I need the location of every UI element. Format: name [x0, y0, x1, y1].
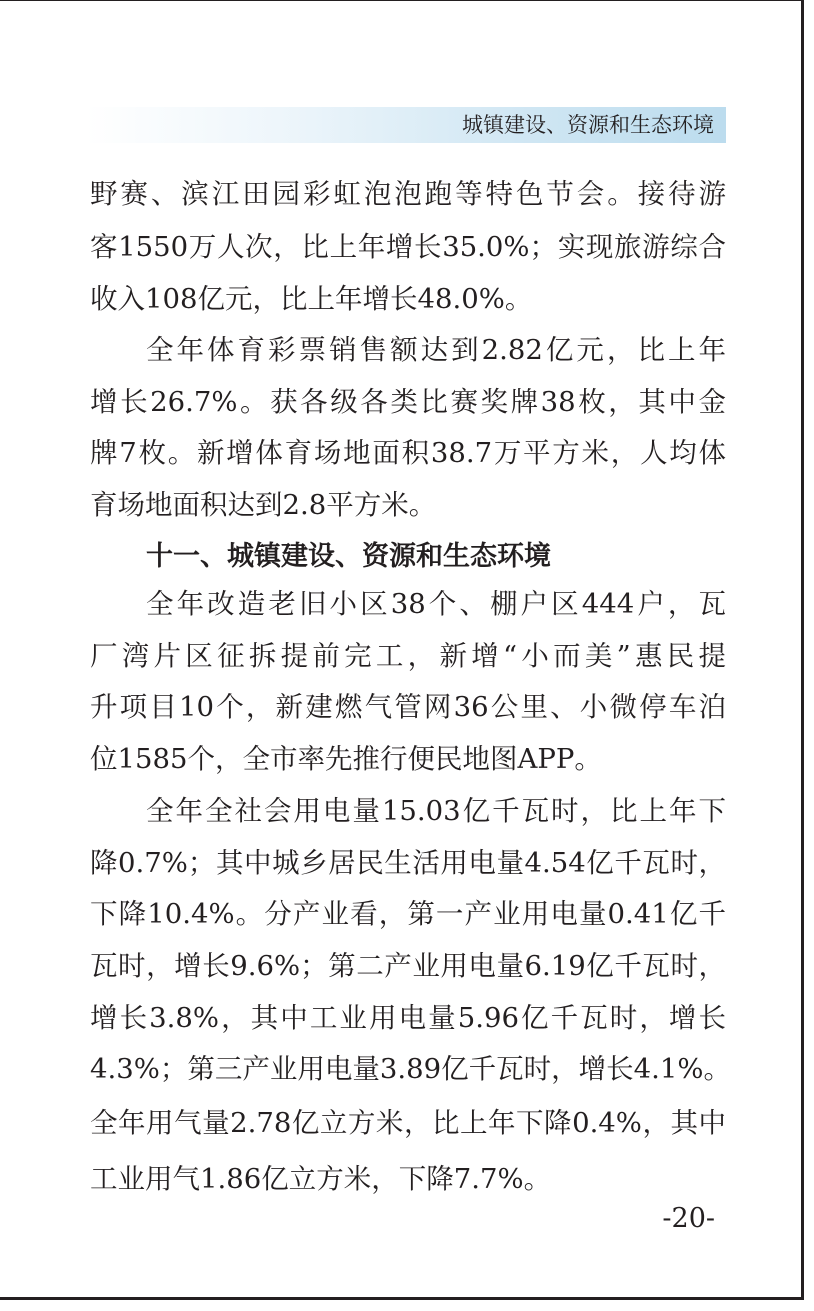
paragraph-4-line-3: 下降10.4%。分产业看，第一产业用电量0.41亿千 [90, 898, 726, 930]
section-heading: 十一、城镇建设、资源和生态环境 [146, 541, 551, 572]
paragraph-4-line-8: 工业用气1.86亿立方米，下降7.7%。 [90, 1163, 552, 1195]
paragraph-4-line-7: 全年用气量2.78亿立方米，比上年下降0.4%，其中 [90, 1107, 726, 1139]
paragraph-1-line-1: 野赛、滨江田园彩虹泡泡跑等特色节会。接待游 [90, 178, 726, 210]
paragraph-2-line-3: 牌7枚。新增体育场地面积38.7万平方米，人均体 [90, 437, 726, 469]
paragraph-3-line-3: 升项目10个，新建燃气管网36公里、小微停车泊 [90, 691, 726, 723]
running-header-title: 城镇建设、资源和生态环境 [462, 113, 714, 137]
running-header [86, 107, 726, 143]
paragraph-1-line-3: 收入108亿元，比上年增长48.0%。 [90, 283, 533, 315]
paragraph-4-line-5: 增长3.8%，其中工业用电量5.96亿千瓦时，增长 [90, 1002, 726, 1034]
paragraph-2-line-2: 增长26.7%。获各级各类比赛奖牌38枚，其中金 [90, 386, 726, 418]
paragraph-4-line-1: 全年全社会用电量15.03亿千瓦时，比上年下 [146, 795, 726, 827]
page-number: -20- [662, 1203, 715, 1234]
paragraph-3-line-4: 位1585个，全市率先推行便民地图APP。 [90, 743, 602, 775]
paragraph-4-line-2: 降0.7%；其中城乡居民生活用电量4.54亿千瓦时， [90, 847, 726, 879]
paragraph-4-line-4: 瓦时，增长9.6%；第二产业用电量6.19亿千瓦时， [90, 950, 726, 982]
paragraph-4-line-6: 4.3%；第三产业用电量3.89亿千瓦时，增长4.1%。 [90, 1053, 731, 1085]
paragraph-1-line-2: 客1550万人次，比上年增长35.0%；实现旅游综合 [90, 231, 726, 263]
paragraph-2-line-1: 全年体育彩票销售额达到2.82亿元，比上年 [146, 334, 726, 366]
paragraph-3-line-1: 全年改造老旧小区38个、棚户区444户，瓦 [146, 588, 726, 620]
paragraph-2-line-4: 育场地面积达到2.8平方米。 [90, 489, 437, 521]
paragraph-3-line-2: 厂湾片区征拆提前完工，新增“小而美”惠民提 [90, 640, 726, 672]
